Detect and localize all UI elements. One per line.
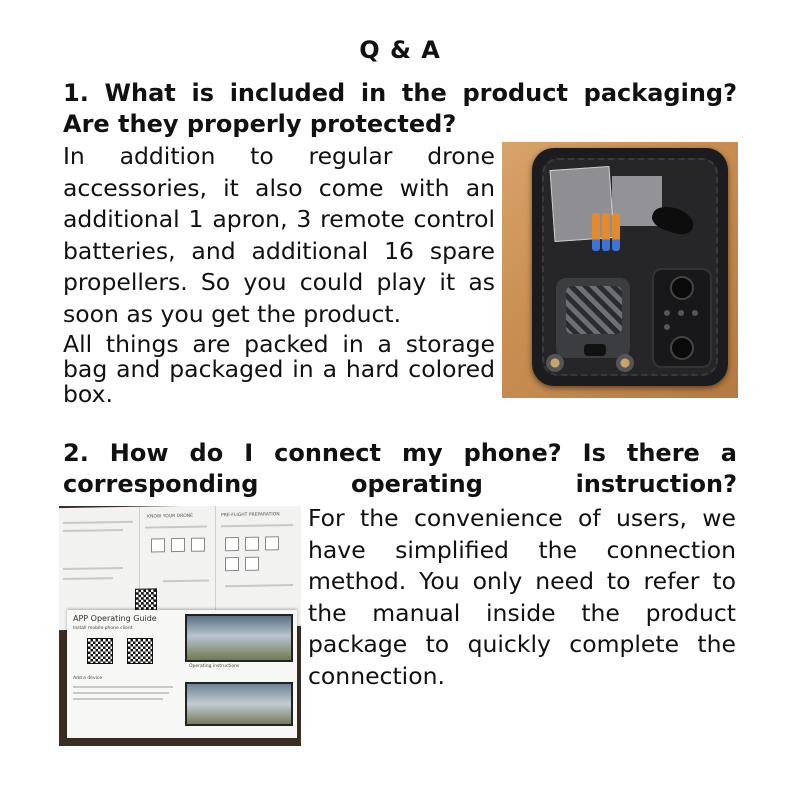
operating-instructions-text: Operating instructions (189, 664, 240, 669)
diagram-box (225, 557, 239, 571)
answer-1 (63, 141, 495, 407)
drone-rotor (546, 354, 564, 372)
text-line (73, 692, 169, 694)
app-guide-page (67, 610, 297, 738)
app-screenshot (185, 682, 293, 726)
answer-2: For the convenience of users, we have simplified the connection method. You only need to refer to the manual inside the product package to quickly complete the connection. (308, 504, 736, 690)
remote-button (678, 310, 684, 316)
diagram-box (245, 557, 259, 571)
battery (592, 213, 600, 251)
text-line (163, 579, 209, 582)
drone-rotor (616, 354, 634, 372)
install-app-text: Install mobile phone client (73, 626, 133, 631)
diagram-box (151, 538, 165, 552)
manual-heading: PRE-FLIGHT PREPARATION (221, 512, 280, 519)
remote-controller (652, 268, 712, 368)
qr-code (127, 638, 153, 664)
remote-button (664, 324, 670, 330)
text-line (63, 521, 133, 524)
drone-camera (584, 344, 606, 356)
diagram-box (171, 538, 185, 552)
app-guide-title: APP Operating Guide (73, 614, 157, 623)
text-line (225, 584, 293, 587)
remote-button (692, 310, 698, 316)
text-line (73, 698, 163, 700)
joystick (670, 336, 694, 360)
hard-case (532, 148, 728, 386)
text-line (63, 567, 123, 570)
text-line (63, 577, 113, 580)
text-line (73, 686, 173, 688)
drone-shell (566, 286, 622, 334)
manual-photo (59, 506, 301, 746)
battery (612, 213, 620, 251)
question-2-line-2: corresponding operating instruction? (63, 470, 737, 498)
answer-1-paragraph-2: All things are packed in a storage bag and packaged in a hard colored box. (63, 330, 495, 408)
page-title: Q & A (359, 36, 441, 64)
remote-button (664, 310, 670, 316)
diagram-box (245, 537, 259, 551)
question-2 (63, 438, 737, 500)
app-screenshot (185, 614, 293, 662)
text-line (63, 529, 123, 532)
question-1: 1. What is included in the product packaging? Are they properly protected? (63, 79, 737, 138)
question-2-line-1: 2. How do I connect my phone? Is there a (63, 439, 737, 467)
battery (602, 213, 610, 251)
joystick (670, 276, 694, 300)
text-line (145, 526, 207, 529)
storage-case-photo (502, 142, 738, 398)
diagram-box (265, 536, 279, 550)
diagram-box (225, 537, 239, 551)
text-line (221, 524, 293, 527)
qr-code (87, 638, 113, 664)
add-device-text: Add a device (73, 676, 103, 681)
qr-code (135, 588, 157, 610)
manual-heading: KNOW YOUR DRONE (147, 513, 193, 520)
diagram-box (191, 538, 205, 552)
answer-1-paragraph-1: In addition to regular drone accessories, it also come with an additional 1 apron, 3 remote control batteries, and additional 16 spare propellers. So you could play it as soon as you get the product. (63, 142, 495, 328)
